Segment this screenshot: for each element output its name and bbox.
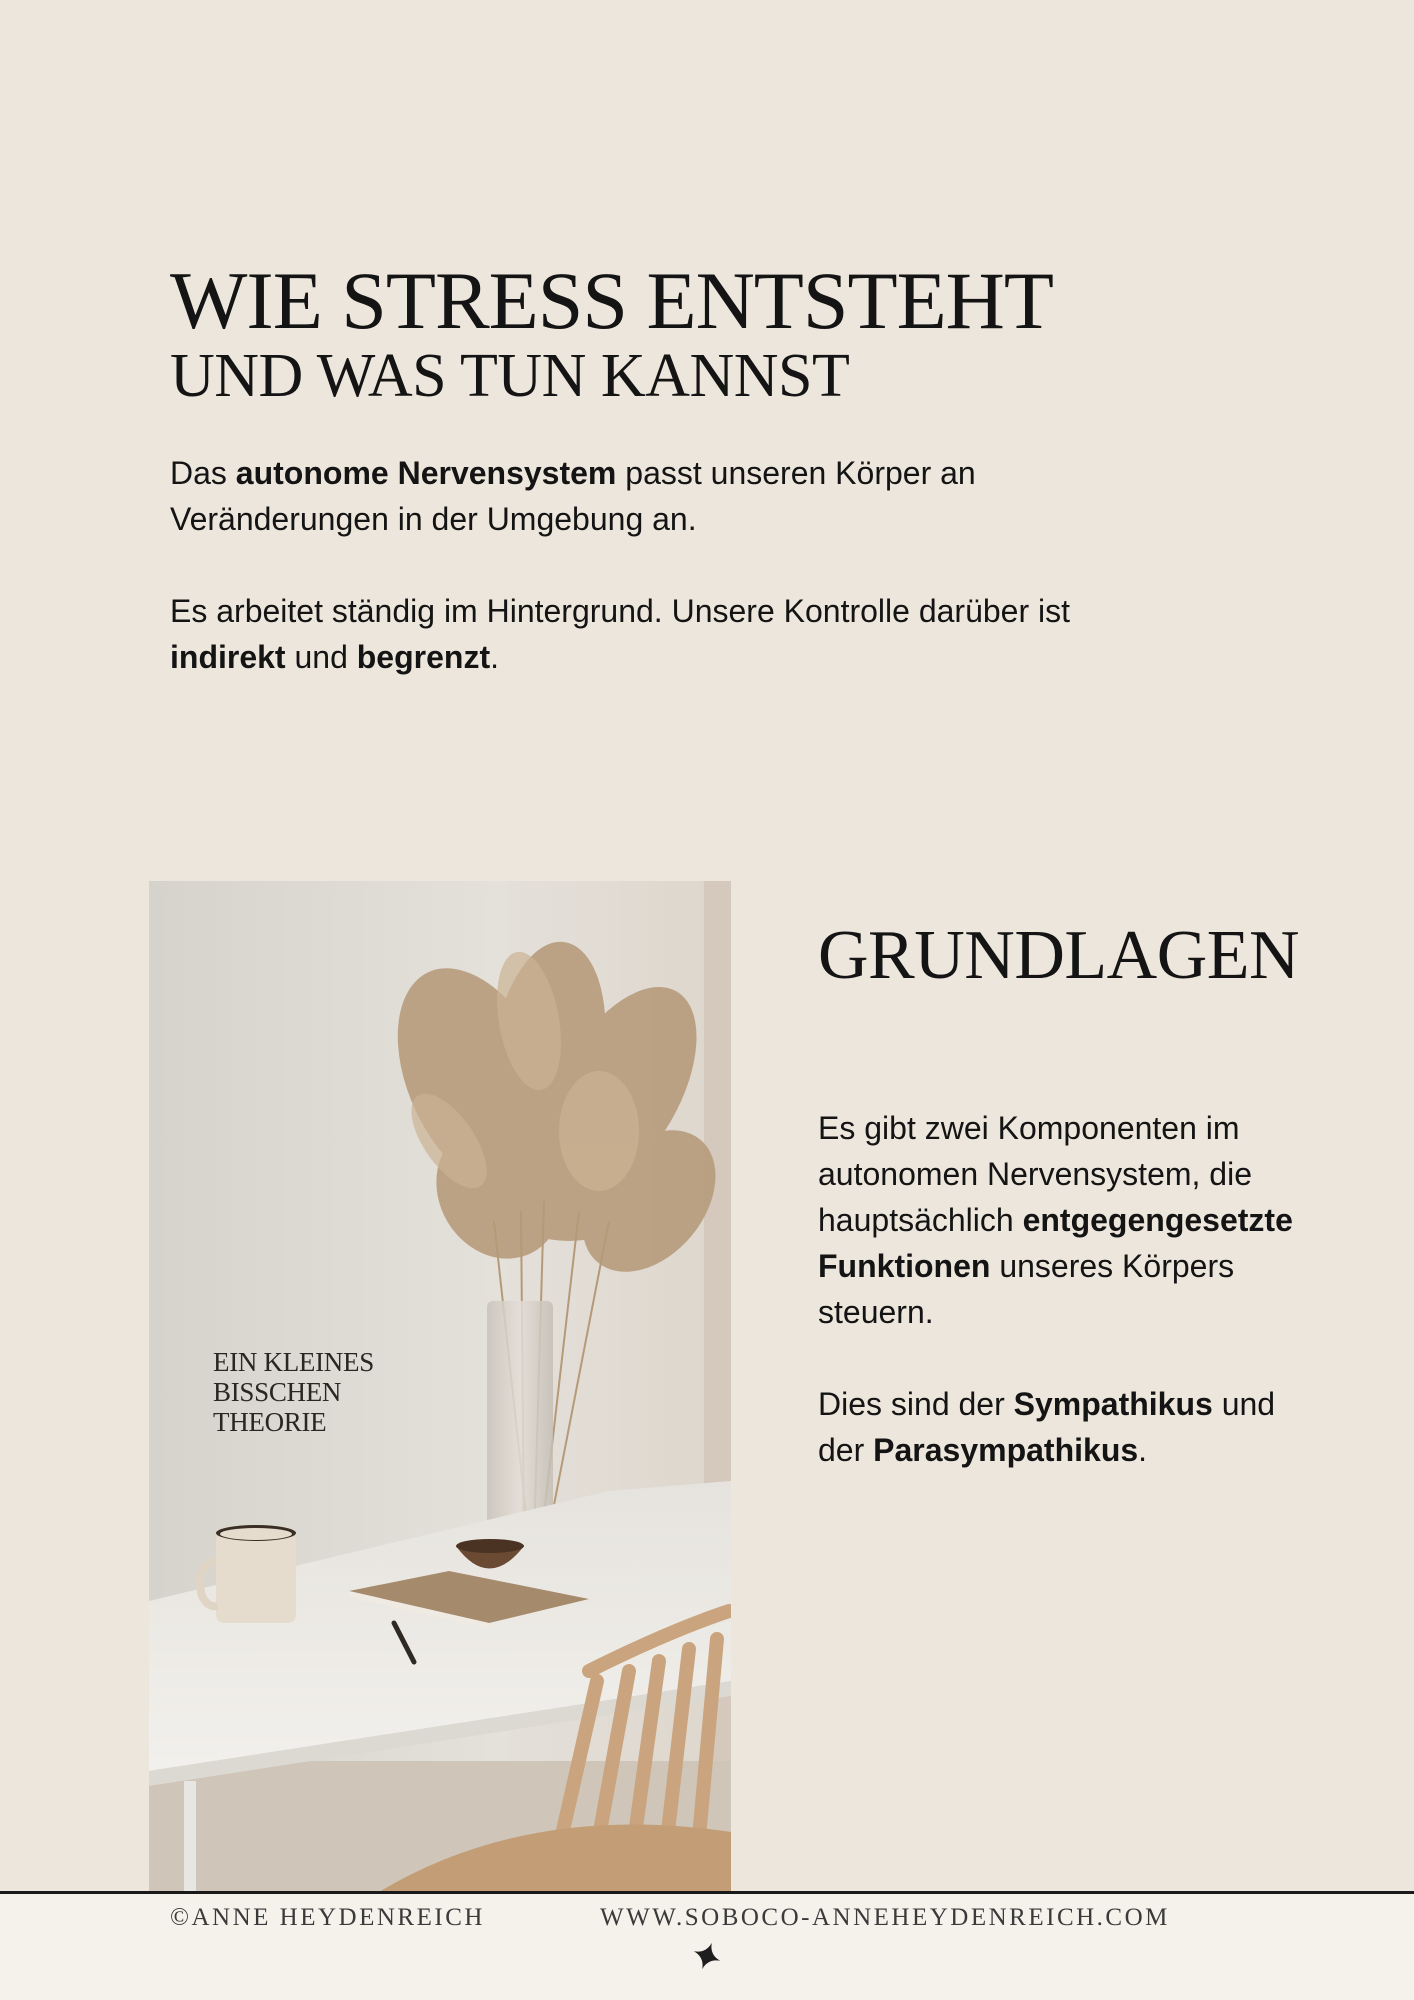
intro-emphasis-indirect: indirekt: [170, 639, 286, 675]
footer: [0, 1891, 1414, 2000]
interior-photo: [149, 881, 731, 1892]
section-title: GRUNDLAGEN: [818, 917, 1300, 994]
intro-text: [170, 450, 1130, 726]
intro-emphasis: autonome Nervensystem: [235, 455, 617, 491]
intro-emphasis-limited: begrenzt: [356, 639, 491, 675]
parasympathikus-term: Parasympathikus: [873, 1432, 1139, 1468]
sympathikus-term: Sympathikus: [1013, 1386, 1213, 1422]
section-body: [818, 1105, 1318, 1519]
intro-paragraph-1: Das autonome Nervensystem passt unseren Körper an Veränderungen in der Umgebung an.: [170, 455, 976, 537]
intro-paragraph-2: Es arbeitet ständig im Hintergrund. Unsere Kontrolle darüber ist indirekt und begrenzt.: [170, 593, 1070, 675]
website-link[interactable]: WWW.SOBOCO-ANNEHEYDENREICH.COM: [600, 1904, 1170, 1931]
photo-caption: EIN KLEINES BISSCHEN THEORIE: [213, 1347, 374, 1437]
mug: [216, 1531, 296, 1623]
copyright-text: ©ANNE HEYDENREICH: [170, 1904, 485, 1931]
page-subtitle: UND WAS TUN KANNST: [170, 342, 850, 410]
section-paragraph-2: Dies sind der Sympathikus und der Parasympathikus.: [818, 1386, 1276, 1468]
glass-vase: [487, 1301, 553, 1541]
page-title: WIE STRESS ENTSTEHT: [170, 255, 1053, 346]
four-point-star-icon: [691, 1940, 723, 1972]
section-emphasis: entgegengesetzte Funktionen: [818, 1202, 1293, 1284]
section-paragraph-1: Es gibt zwei Komponenten im autonomen Nervensystem, die hauptsächlich entgegengesetzte Funktionen unseres Körpers steuern.: [818, 1110, 1293, 1330]
